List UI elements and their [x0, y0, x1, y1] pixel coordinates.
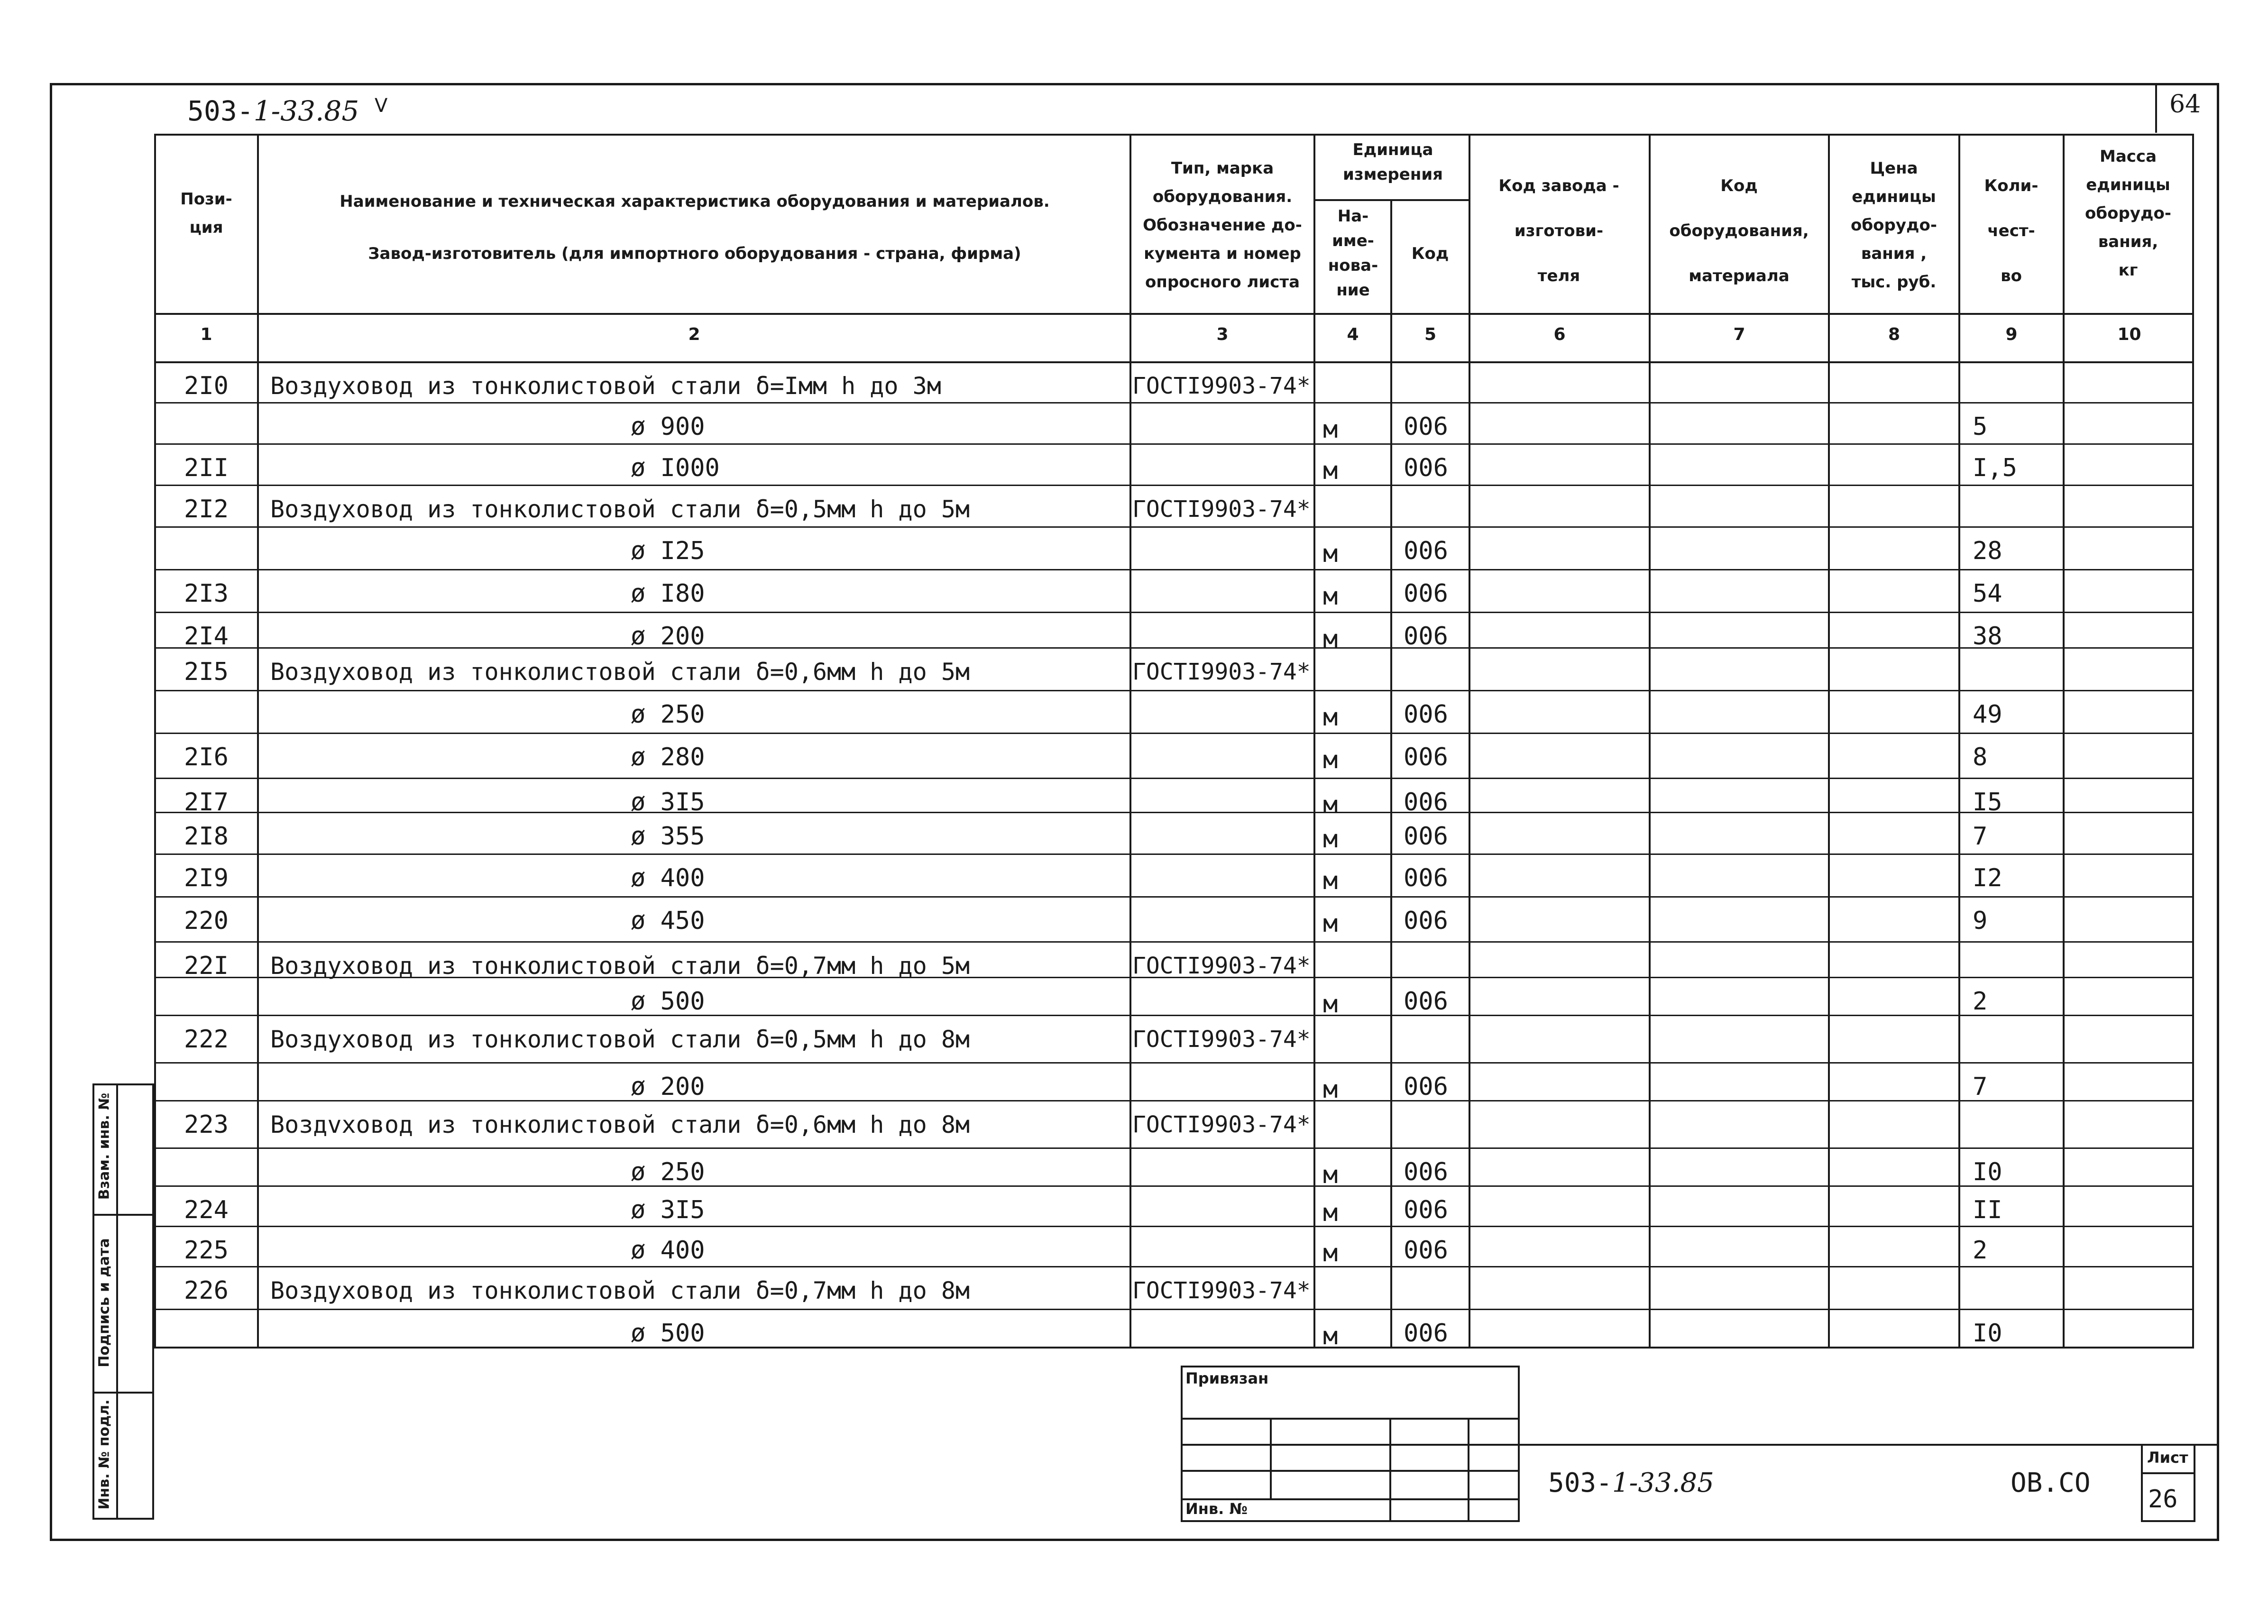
row-unit-code: 006: [1404, 537, 1448, 565]
header-equipment-code: Код оборудования, материала: [1669, 176, 1809, 285]
row-separator: [154, 569, 2194, 570]
colnum-4: 4: [1347, 325, 1359, 344]
row-position: 222: [184, 1025, 229, 1054]
row-unit-code: 006: [1404, 1236, 1448, 1265]
row-quantity: 7: [1973, 822, 1988, 851]
row-quantity: II: [1973, 1196, 2002, 1224]
row-separator: [154, 896, 2194, 898]
row-separator: [154, 1147, 2194, 1149]
header-unit-name: На- име- нова- ние: [1328, 207, 1378, 300]
header-unit: Единица измерения: [1343, 140, 1443, 184]
row-position: 2I9: [184, 864, 229, 892]
row-unit-code: 006: [1404, 864, 1448, 892]
row-name: ø 250: [631, 1158, 705, 1186]
row-unit-code: 006: [1404, 1073, 1448, 1101]
colnum-7: 7: [1733, 325, 1745, 344]
row-name: ø 3I5: [631, 1196, 705, 1224]
row-document: ГОСТI9903-74*: [1132, 373, 1311, 399]
row-unit-code: 006: [1404, 788, 1448, 817]
row-quantity: 38: [1973, 622, 2002, 651]
row-document: ГОСТI9903-74*: [1132, 953, 1311, 979]
row-position: 224: [184, 1196, 229, 1224]
title-block-mark: ОВ.СО: [2011, 1468, 2091, 1498]
title-block-code-handwritten: 1-33.85: [1612, 1468, 1714, 1498]
col-line-7: [1828, 134, 1830, 1349]
row-position: 2I4: [184, 622, 229, 651]
row-position: 2I0: [184, 372, 229, 400]
row-separator: [154, 690, 2194, 691]
row-name: ø 450: [631, 907, 705, 935]
side-label-original-inv: Инв. № подл.: [96, 1399, 113, 1510]
row-unit-code: 006: [1404, 907, 1448, 935]
row-position: 2II: [184, 454, 229, 482]
col-line-3: [1313, 134, 1315, 1349]
top-mark: V: [375, 95, 388, 117]
row-unit-code: 006: [1404, 622, 1448, 651]
privyazan-label: Привязан: [1185, 1369, 1269, 1387]
row-name: ø 200: [631, 622, 705, 651]
row-unit: м: [1323, 1322, 1338, 1350]
header-name: Наименование и техническая характеристика оборудования и материалов. Завод-изготовитель (для импортного оборудования - страна, фирма): [340, 192, 1050, 263]
row-separator: [154, 733, 2194, 734]
row-position: 220: [184, 907, 229, 935]
header-price: Цена единицы оборудо- вания , тыс. руб.: [1851, 159, 1937, 292]
row-quantity: 9: [1973, 907, 1988, 935]
row-name: ø 3I5: [631, 788, 705, 817]
header-mass: Масса единицы оборудо- вания, кг: [2085, 147, 2171, 280]
top-code: [187, 95, 359, 127]
colnum-3: 3: [1216, 325, 1229, 344]
row-document: ГОСТI9903-74*: [1132, 1277, 1311, 1304]
inv-label: Инв. №: [1185, 1500, 1248, 1518]
row-name: ø 355: [631, 822, 705, 851]
row-separator: [154, 941, 2194, 943]
side-stamp-line-1: [92, 1214, 154, 1216]
header-bottom-line: [154, 313, 2194, 315]
colnum-6: 6: [1553, 325, 1566, 344]
row-quantity: 7: [1973, 1073, 1988, 1101]
row-unit-code: 006: [1404, 700, 1448, 729]
table-border: [154, 134, 2194, 1349]
row-separator: [154, 1015, 2194, 1016]
top-code-print: 503-: [187, 95, 254, 127]
privyazan-vline-2: [1389, 1418, 1391, 1522]
row-name: ø 250: [631, 700, 705, 729]
row-position: 226: [184, 1276, 229, 1305]
page-number-box-left: [2155, 83, 2157, 133]
title-block-code-print: 503-: [1548, 1468, 1612, 1498]
row-unit-code: 006: [1404, 579, 1448, 608]
colnum-9: 9: [2005, 325, 2018, 344]
row-unit: м: [1323, 1199, 1338, 1227]
page-number: 64: [2169, 90, 2201, 119]
row-unit: м: [1323, 540, 1338, 568]
row-separator: [154, 647, 2194, 649]
row-name: ø 400: [631, 864, 705, 892]
row-separator: [154, 812, 2194, 813]
row-unit-code: 006: [1404, 1319, 1448, 1348]
colnum-5: 5: [1424, 325, 1437, 344]
row-document: ГОСТI9903-74*: [1132, 1026, 1311, 1053]
row-unit-code: 006: [1404, 743, 1448, 771]
row-unit-code: 006: [1404, 454, 1448, 482]
row-name: Воздуховод из тонколистовой стали δ=0,7мм h до 5м: [270, 952, 970, 980]
col-line-4: [1390, 199, 1392, 1349]
row-separator: [154, 1062, 2194, 1064]
row-quantity: I2: [1973, 864, 2002, 892]
colnum-10: 10: [2117, 325, 2141, 344]
col-line-1: [257, 134, 259, 1349]
header-quantity: Коли- чест- во: [1984, 176, 2038, 285]
row-name: ø 400: [631, 1236, 705, 1265]
row-separator: [154, 443, 2194, 445]
row-separator: [154, 402, 2194, 404]
row-unit: м: [1323, 909, 1338, 938]
row-position: 2I8: [184, 822, 229, 851]
row-unit: м: [1323, 1161, 1338, 1189]
row-position: 223: [184, 1110, 229, 1139]
row-position: 2I5: [184, 658, 229, 686]
row-name: Воздуховод из тонколистовой стали δ=0,7мм h до 8м: [270, 1277, 970, 1304]
row-unit: м: [1323, 1239, 1338, 1267]
row-unit: м: [1323, 791, 1338, 819]
colnum-1: 1: [200, 325, 212, 344]
row-unit-code: 006: [1404, 1158, 1448, 1186]
row-position: 2I3: [184, 579, 229, 608]
row-unit-code: 006: [1404, 413, 1448, 441]
colnum-8: 8: [1888, 325, 1901, 344]
row-position: 2I2: [184, 495, 229, 523]
row-separator: [154, 778, 2194, 779]
row-unit: м: [1323, 457, 1338, 485]
privyazan-vline-3: [1468, 1418, 1469, 1522]
row-separator: [154, 1100, 2194, 1101]
row-separator: [154, 612, 2194, 613]
side-label-signature-date: Подпись и дата: [96, 1238, 113, 1367]
sheet-label: Лист: [2147, 1449, 2188, 1467]
row-name: Воздуховод из тонколистовой стали δ=0,6мм h до 5м: [270, 658, 970, 686]
row-name: ø 500: [631, 1319, 705, 1348]
row-unit-code: 006: [1404, 822, 1448, 851]
row-separator: [154, 1226, 2194, 1227]
row-position: 22I: [184, 952, 229, 980]
row-quantity: 8: [1973, 743, 1988, 771]
title-block-code: [1548, 1468, 1714, 1498]
row-separator: [154, 853, 2194, 855]
row-name: ø 200: [631, 1073, 705, 1101]
row-name: ø I25: [631, 537, 705, 565]
header-unit-code: Код: [1411, 244, 1449, 263]
col-line-8: [1958, 134, 1960, 1349]
row-quantity: 28: [1973, 537, 2002, 565]
row-quantity: I0: [1973, 1158, 2002, 1186]
row-separator: [154, 1309, 2194, 1310]
row-quantity: I0: [1973, 1319, 2002, 1348]
row-separator: [154, 1266, 2194, 1267]
sheet-box-divider: [2141, 1472, 2195, 1474]
row-name: Воздуховод из тонколистовой стали δ=Iмм h до 3м: [270, 372, 941, 400]
row-separator: [154, 1185, 2194, 1187]
privyazan-vline-1: [1270, 1418, 1272, 1498]
sheet-number: 26: [2148, 1485, 2178, 1514]
row-unit: м: [1323, 582, 1338, 611]
row-quantity: I5: [1973, 788, 2002, 817]
row-name: ø I80: [631, 579, 705, 608]
row-unit: м: [1323, 867, 1338, 895]
row-unit: м: [1323, 625, 1338, 653]
row-document: ГОСТI9903-74*: [1132, 659, 1311, 685]
col-line-2: [1129, 134, 1131, 1349]
row-position: 225: [184, 1236, 229, 1265]
row-quantity: I,5: [1973, 454, 2017, 482]
row-unit: м: [1323, 703, 1338, 732]
side-label-replaced-inv: Взам. инв. №: [96, 1092, 113, 1200]
header-factory-code: Код завода - изготови- теля: [1498, 176, 1619, 285]
row-name: Воздуховод из тонколистовой стали δ=0,5мм h до 8м: [270, 1026, 970, 1053]
row-unit: м: [1323, 415, 1338, 444]
row-unit-code: 006: [1404, 1196, 1448, 1224]
header-type: Тип, марка оборудования. Обозначение до- кумента и номер опросного листа: [1143, 159, 1302, 292]
row-name: ø I000: [631, 454, 720, 482]
row-unit: м: [1323, 1075, 1338, 1104]
row-quantity: 5: [1973, 413, 1988, 441]
col-line-9: [2063, 134, 2065, 1349]
row-separator: [154, 485, 2194, 486]
row-unit: м: [1323, 746, 1338, 774]
header-position: Пози- ция: [180, 190, 232, 237]
row-document: ГОСТI9903-74*: [1132, 1111, 1311, 1138]
title-block-top-line: [1520, 1444, 2219, 1446]
row-position: 2I6: [184, 743, 229, 771]
col-line-6: [1649, 134, 1651, 1349]
row-name: Воздvховод из тонколистовой стали δ=0,6мм h до 8м: [270, 1111, 970, 1138]
row-name: Воздуховод из тонколистовой стали δ=0,5мм h до 5м: [270, 495, 970, 523]
row-unit: м: [1323, 825, 1338, 853]
row-document: ГОСТI9903-74*: [1132, 496, 1311, 523]
row-name: ø 900: [631, 413, 705, 441]
col-line-5: [1469, 134, 1470, 1349]
row-position: 2I7: [184, 788, 229, 817]
side-stamp-divider: [116, 1083, 118, 1520]
row-quantity: 54: [1973, 579, 2002, 608]
row-separator: [154, 526, 2194, 528]
row-unit: м: [1323, 990, 1338, 1018]
row-name: ø 280: [631, 743, 705, 771]
row-quantity: 2: [1973, 1236, 1988, 1265]
colnum-bottom-line: [154, 361, 2194, 363]
row-name: ø 500: [631, 987, 705, 1016]
top-code-handwritten: 1-33.85: [253, 95, 359, 127]
row-quantity: 2: [1973, 987, 1988, 1016]
row-unit-code: 006: [1404, 987, 1448, 1016]
colnum-2: 2: [688, 325, 700, 344]
row-quantity: 49: [1973, 700, 2002, 729]
